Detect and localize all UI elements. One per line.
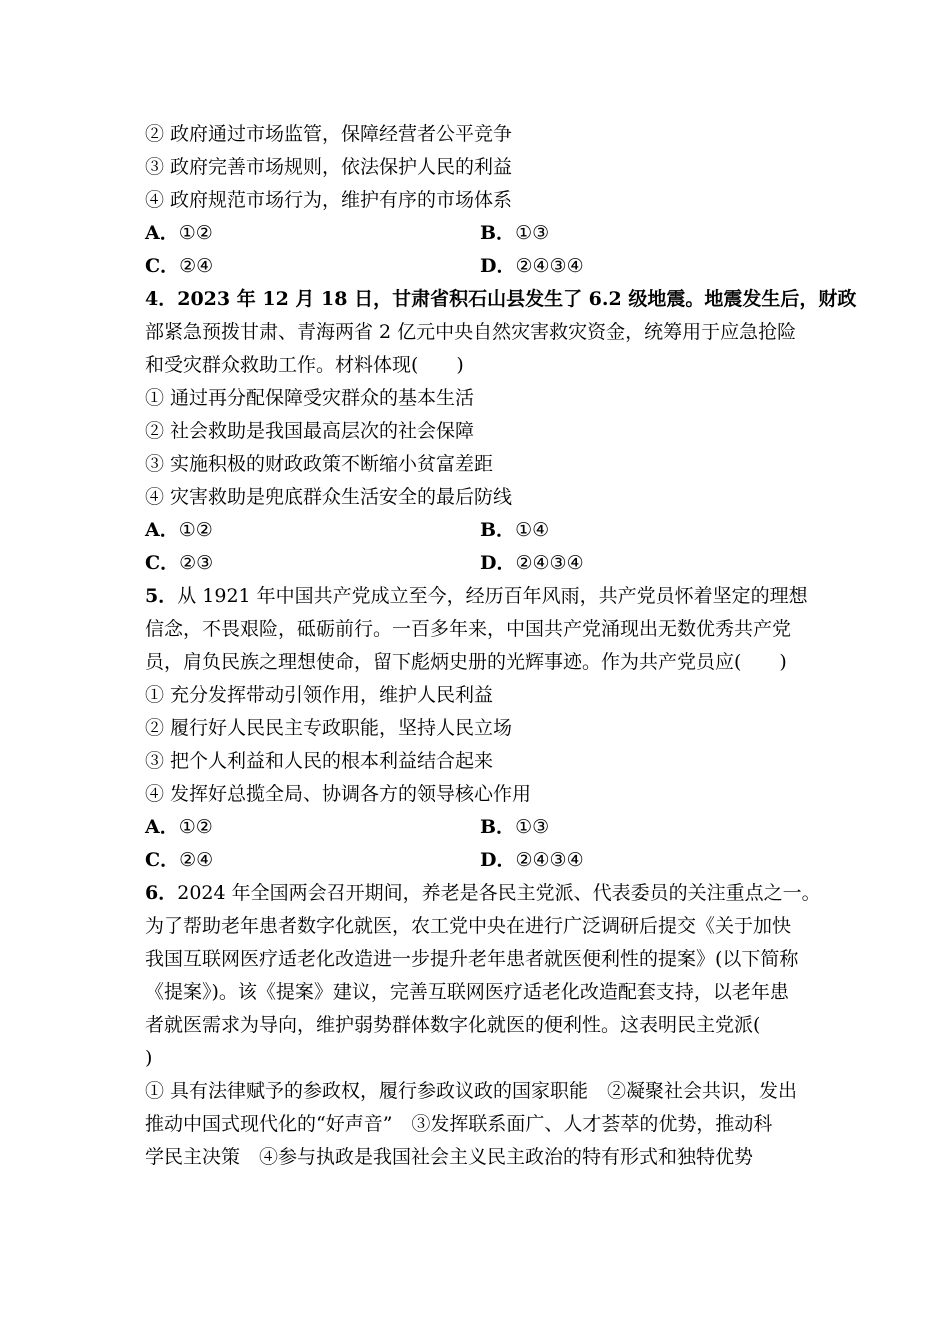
option-value: ①②	[178, 816, 213, 838]
question-stem-line	[145, 877, 825, 910]
question-stem-text: 2024 年全国两会召开期间，养老是各民主党派、代表委员的关注重点之一。	[177, 882, 821, 904]
option-letter: B．	[480, 519, 516, 541]
option-value: ①④	[515, 519, 550, 541]
question-number: 4．	[145, 288, 178, 310]
option-value: ②④	[179, 255, 214, 277]
question-3-continued	[145, 118, 825, 283]
statement-item: ④ 政府规范市场行为，维护有序的市场体系	[145, 189, 513, 211]
question-stem-line: 和受灾群众救助工作。材料体现( )	[145, 354, 464, 376]
option-letter: B．	[480, 816, 516, 838]
statement-item: ② 社会救助是我国最高层次的社会保障	[145, 420, 475, 442]
question-stem-text: 2023 年 12 月 18 日，甘肃省积石山县发生了 6.2 级地震。地震发生后，财政	[177, 288, 857, 310]
question-stem-line: 员，肩负民族之理想使命，留下彪炳史册的光辉事迹。作为共产党员应( )	[145, 651, 787, 673]
question-stem-line: 信念，不畏艰险，砥砺前行。一百多年来，中国共产党涌现出无数优秀共产党	[145, 618, 792, 640]
option-value: ①③	[515, 816, 550, 838]
answer-option-c[interactable]	[145, 547, 480, 580]
option-value: ①②	[178, 519, 213, 541]
statement-item: ② 政府通过市场监管，保障经营者公平竞争	[145, 123, 513, 145]
statement-item: ① 充分发挥带动引领作用，维护人民利益	[145, 684, 494, 706]
statement-items-line: ① 具有法律赋予的参政权，履行参政议政的国家职能 ②凝聚社会共识，发出	[145, 1080, 798, 1102]
question-stem-line: )	[145, 1047, 153, 1069]
answer-option-d[interactable]	[480, 844, 815, 877]
option-value: ②③	[179, 552, 214, 574]
question-stem-line	[145, 283, 857, 316]
option-letter: A．	[145, 519, 179, 541]
question-stem-line: 者就医需求为导向，维护弱势群体数字化就医的便利性。这表明民主党派(	[145, 1014, 761, 1036]
answer-option-c[interactable]	[145, 844, 480, 877]
option-value: ①②	[178, 222, 213, 244]
exam-page	[145, 118, 857, 1174]
statement-item: ① 通过再分配保障受灾群众的基本生活	[145, 387, 475, 409]
question-stem-line: 《提案》)。该《提案》建议，完善互联网医疗适老化改造配套支持，以老年患	[145, 981, 789, 1003]
option-letter: C．	[145, 255, 180, 277]
answer-options-row	[145, 514, 825, 547]
statement-item: ③ 政府完善市场规则，依法保护人民的利益	[145, 156, 513, 178]
question-stem-line	[145, 580, 825, 613]
option-letter: A．	[145, 222, 179, 244]
answer-options-row	[145, 844, 825, 877]
answer-options-row	[145, 250, 825, 283]
statement-item: ④ 灾害救助是兜底群众生活安全的最后防线	[145, 486, 513, 508]
question-5	[145, 580, 825, 877]
option-value: ②④	[179, 849, 214, 871]
statement-item: ③ 把个人利益和人民的根本利益结合起来	[145, 750, 494, 772]
option-value: ①③	[515, 222, 550, 244]
question-number: 6．	[145, 882, 178, 904]
question-6	[145, 877, 825, 1174]
option-letter: C．	[145, 552, 180, 574]
option-letter: C．	[145, 849, 180, 871]
option-value: ②④③④	[515, 849, 584, 871]
statement-item: ③ 实施积极的财政政策不断缩小贫富差距	[145, 453, 494, 475]
option-letter: B．	[480, 222, 516, 244]
statement-item: ② 履行好人民民主专政职能，坚持人民立场	[145, 717, 513, 739]
answer-option-b[interactable]	[480, 514, 815, 547]
answer-options-row	[145, 811, 825, 844]
question-stem-text: 从 1921 年中国共产党成立至今，经历百年风雨，共产党员怀着坚定的理想	[177, 585, 808, 607]
answer-option-a[interactable]	[145, 217, 480, 250]
option-letter: D．	[480, 552, 516, 574]
option-value: ②④③④	[515, 255, 584, 277]
answer-option-d[interactable]	[480, 547, 815, 580]
question-stem-line: 为了帮助老年患者数字化就医，农工党中央在进行广泛调研后提交《关于加快	[145, 915, 792, 937]
answer-option-b[interactable]	[480, 811, 815, 844]
answer-option-a[interactable]	[145, 811, 480, 844]
answer-option-c[interactable]	[145, 250, 480, 283]
answer-options-row	[145, 547, 825, 580]
option-letter: A．	[145, 816, 179, 838]
statement-items-line: 推动中国式现代化的“好声音” ③发挥联系面广、人才荟萃的优势，推动科	[145, 1113, 773, 1135]
question-stem-line: 部紧急预拨甘肃、青海两省 2 亿元中央自然灾害救灾资金，统筹用于应急抢险	[145, 321, 797, 343]
answer-option-b[interactable]	[480, 217, 815, 250]
option-letter: D．	[480, 255, 516, 277]
question-4	[145, 283, 857, 580]
statement-items-line: 学民主决策 ④参与执政是我国社会主义民主政治的特有形式和独特优势	[145, 1146, 754, 1168]
statement-item: ④ 发挥好总揽全局、协调各方的领导核心作用	[145, 783, 532, 805]
answer-option-d[interactable]	[480, 250, 815, 283]
question-stem-line: 我国互联网医疗适老化改造进一步提升老年患者就医便利性的提案》(以下简称	[145, 948, 799, 970]
option-letter: D．	[480, 849, 516, 871]
question-number: 5．	[145, 585, 178, 607]
option-value: ②④③④	[515, 552, 584, 574]
answer-options-row	[145, 217, 825, 250]
answer-option-a[interactable]	[145, 514, 480, 547]
